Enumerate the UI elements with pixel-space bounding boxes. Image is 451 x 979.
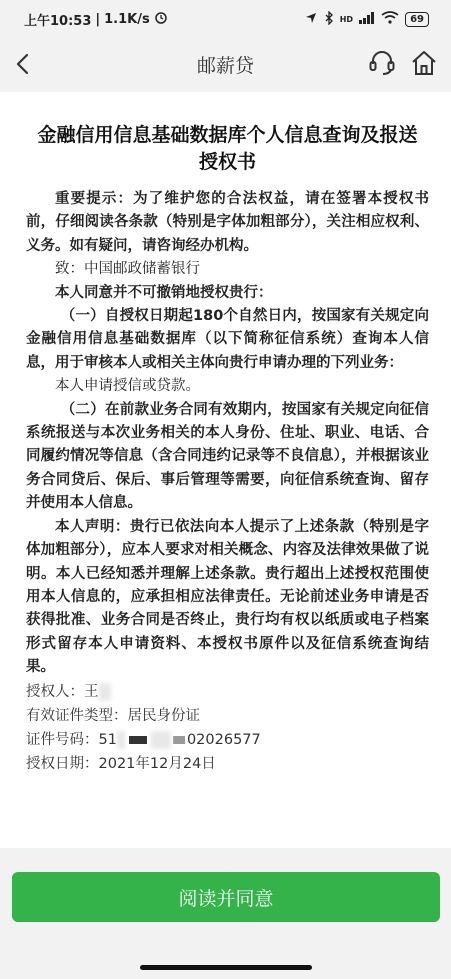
status-right: [304, 11, 429, 28]
page-title: 邮薪贷: [196, 54, 254, 77]
document-title: 金融信用信息基础数据库个人信息查询及报送授权书: [37, 124, 418, 173]
back-icon[interactable]: [10, 50, 38, 78]
declaration: 本人声明：贵行已依法向本人提示了上述条款（特别是字体加粗部分），应本人要求对相关概念、内容及法律效果做了说明。本人已经知悉并理解上述条款。贵行超出上述授权范围使用本人信息的，应承担相应法律责任。无论前述业务申请是否获得批准、业务合同是否终止，贵行均有权以纸质或电子档案形式留存本人申请资料、本授权书原件以及征信系统查询结果。: [26, 518, 429, 676]
redaction-mark: [151, 731, 171, 749]
redaction-bar: [129, 736, 147, 744]
status-speed: 1.1K/s: [104, 11, 150, 27]
addressee: 致：中国邮政储蓄银行: [55, 261, 200, 278]
customer-service-icon[interactable]: [367, 48, 397, 78]
battery-icon: 69: [405, 12, 429, 27]
clause-two: （二）在前款业务合同有效期内，按国家有关规定向征信系统报送与本次业务相关的本人身份、住址、职业、电话、合同履约情况等信息（含合同违约记录等不良信息），并根据该业务合同贷后、保后、事后管理等需要，向征信系统查询、留存并使用本人信息。: [26, 401, 429, 512]
id-number-row: [26, 728, 429, 752]
grantor-row: [26, 680, 429, 704]
id-number-label: 证件号码：: [26, 731, 99, 748]
wifi-icon: [381, 11, 399, 27]
id-type-value: 居民身份证: [127, 707, 200, 724]
nav-bar: [0, 38, 451, 90]
important-notice: 重要提示：为了维护您的合法权益，请在签署本授权书前，仔细阅读各条款（特别是字体加粗部分），关注相应权利、义务。如有疑问，请咨询经办机构。: [26, 191, 429, 254]
status-left: 上午10:53 | 1.1K/s: [24, 10, 168, 29]
signal-icon: [359, 12, 375, 27]
redaction-mark: [99, 683, 111, 701]
date-label: 授权日期：: [26, 755, 99, 772]
nav-actions: [367, 48, 439, 78]
authorization-document: [0, 92, 451, 848]
network-label: HD: [339, 14, 354, 24]
date-value: 2021年12月24日: [98, 755, 216, 772]
id-number-prefix: 51: [98, 731, 117, 748]
location-icon: [304, 11, 318, 28]
alarm-icon: [154, 10, 168, 28]
home-indicator: [140, 965, 312, 970]
agree-button[interactable]: 阅读并同意: [12, 872, 440, 922]
date-row: [26, 752, 429, 776]
status-bar: [0, 0, 451, 38]
grantor-label: 授权人：: [26, 683, 84, 700]
id-number-suffix: 02026577: [186, 731, 261, 748]
grantor-value: 王: [84, 683, 99, 700]
irrevocable-statement: 本人同意并不可撤销地授权贵行：: [55, 284, 273, 301]
clause-one: （一）自授权日期起180个自然日内，按国家有关规定向金融信用信息基础数据库（以下简称征信系统）查询本人信息，用于审核本人或相关主体向贵行申请办理的下列业务：: [26, 308, 429, 371]
redaction-bar: [173, 736, 185, 744]
home-icon[interactable]: [409, 48, 439, 78]
business-item: 本人申请授信或贷款。: [55, 378, 200, 395]
id-type-label: 有效证件类型：: [26, 707, 128, 724]
id-type-row: [26, 704, 429, 728]
bluetooth-icon: [324, 11, 334, 28]
redaction-mark: [117, 731, 125, 749]
status-time: 上午10:53: [24, 13, 92, 29]
